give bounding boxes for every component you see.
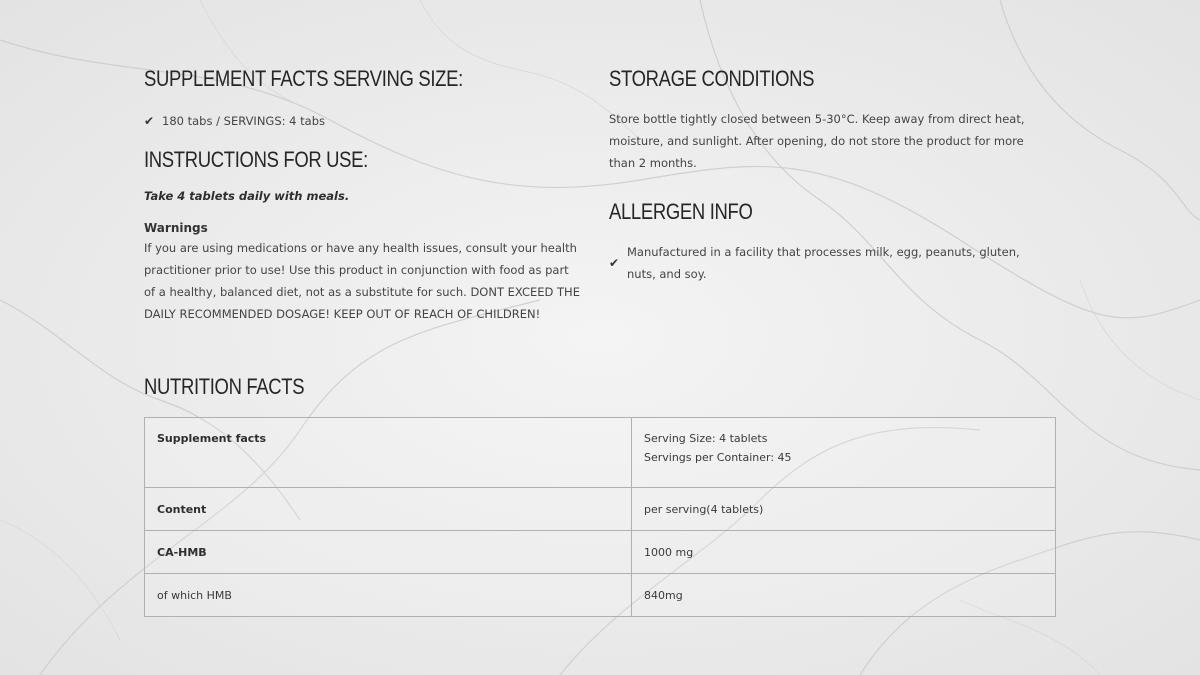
table-row (145, 418, 1056, 488)
supplement-facts-title: SUPPLEMENT FACTS SERVING SIZE: (144, 66, 463, 91)
row-label: of which HMB (145, 574, 632, 617)
warnings-line-4: DAILY RECOMMENDED DOSAGE! KEEP OUT OF REACH OF CHILDREN! (144, 307, 541, 321)
warnings-line-2: practitioner prior to use! Use this product in conjunction with food as part (144, 263, 569, 277)
row-value: per serving(4 tablets) (632, 488, 1056, 531)
check-icon: ✔ (144, 114, 155, 128)
serving-text: 180 tabs / SERVINGS: 4 tabs (162, 114, 325, 128)
row-label: Supplement facts (145, 418, 632, 488)
allergen-line-1: Manufactured in a facility that processes milk, egg, peanuts, gluten, (627, 245, 1020, 259)
serving-size-text: Serving Size: 4 tablets (644, 432, 768, 445)
allergen-line-2: nuts, and soy. (627, 267, 707, 281)
allergen-title: ALLERGEN INFO (609, 199, 753, 224)
left-column (144, 66, 594, 325)
allergen-item (609, 241, 1049, 285)
warnings-line-3: of a healthy, balanced diet, not as a substitute for such. DONT EXCEED THE (144, 285, 580, 299)
table-row (145, 574, 1056, 617)
row-label: Content (145, 488, 632, 531)
storage-line-2: moisture, and sunlight. After opening, do not store the product for more (609, 134, 1024, 148)
warnings-title: Warnings (144, 221, 208, 235)
table-row (145, 488, 1056, 531)
warnings-line-1: If you are using medications or have any health issues, consult your health (144, 241, 577, 255)
storage-line-3: than 2 months. (609, 156, 697, 170)
nutrition-table (144, 417, 1056, 617)
instructions-title: INSTRUCTIONS FOR USE: (144, 147, 368, 172)
right-column (609, 66, 1049, 285)
servings-per-container-text: Servings per Container: 45 (644, 451, 792, 464)
row-value (632, 418, 1056, 488)
storage-title: STORAGE CONDITIONS (609, 66, 815, 91)
row-value: 840mg (632, 574, 1056, 617)
row-value: 1000 mg (632, 531, 1056, 574)
instructions-text: Take 4 tablets daily with meals. (144, 189, 350, 203)
serving-item (144, 110, 594, 132)
nutrition-facts-title: NUTRITION FACTS (144, 374, 305, 399)
check-icon: ✔ (609, 256, 620, 270)
table-row (145, 531, 1056, 574)
row-label: CA-HMB (145, 531, 632, 574)
storage-line-1: Store bottle tightly closed between 5-30°C. Keep away from direct heat, (609, 112, 1025, 126)
